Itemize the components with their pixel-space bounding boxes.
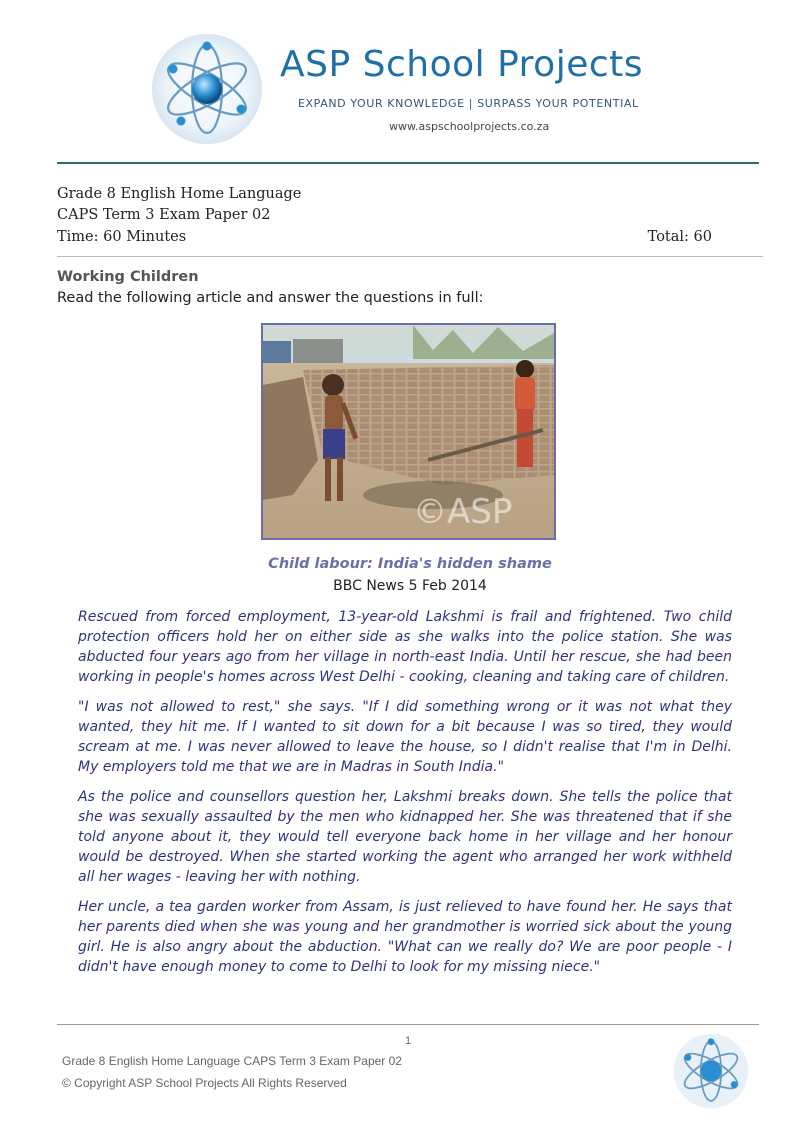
- exam-total: Total: 60: [647, 229, 712, 245]
- header-divider: [57, 162, 759, 164]
- page-header: [0, 0, 799, 170]
- exam-paper: CAPS Term 3 Exam Paper 02: [57, 207, 271, 223]
- article-paragraph: As the police and counsellors question her, Lakshmi breaks down. She tells the police that she was sexually assaulted by the men who kidnapped her. She was threatened that if she told anyone about it, they would tell everyone back home in her village and her honour would be destroyed. When she started working the agent who arranged her work withheld all her wages - leaving her with nothing.: [78, 789, 732, 885]
- brand-title: ASP School Projects: [280, 44, 644, 85]
- article-paragraph: Her uncle, a tea garden worker from Assam, is just relieved to have found her. He says that her parents died when she was young and her grandmother is worried sick about the young girl. He is also angry about the abduction. "What can we really do? We are poor people - I didn't have enough money to come to Delhi to look for my missing niece.": [78, 899, 732, 975]
- exam-time-total-row: [57, 229, 712, 245]
- article-headline: Child labour: India's hidden shame: [268, 556, 552, 572]
- article-body: [78, 607, 732, 987]
- section-title: Working Children: [57, 269, 199, 285]
- footer-paper-title: Grade 8 English Home Language CAPS Term 3 Exam Paper 02: [62, 1054, 402, 1068]
- footer-divider: [57, 1024, 759, 1025]
- article-paragraph: Rescued from forced employment, 13-year-old Lakshmi is frail and frightened. Two child protection officers hold her on either side as she walks into the police station. She was abducted four years ago from her village in north-east India. Until her rescue, she had been working in people's homes across West Delhi - cooking, cleaning and taking care of children.: [78, 609, 732, 685]
- article-source: BBC News 5 Feb 2014: [333, 578, 487, 594]
- exam-time: Time: 60 Minutes: [57, 229, 187, 245]
- section-instruction: Read the following article and answer the questions in full:: [57, 290, 484, 306]
- footer-atom-logo-icon: [673, 1033, 749, 1109]
- exam-subject: Grade 8 English Home Language: [57, 186, 302, 202]
- photo-watermark: ©ASP: [413, 492, 513, 532]
- article-photo: [261, 323, 556, 540]
- article-paragraph: "I was not allowed to rest," she says. "If I did something wrong or it was not what they wanted, they hit me. If I wanted to sit down for a bit because I was so tired, they would scream at me. I was never allowed to leave the house, so I didn't realise that I'm in Delhi. My employers told me that we are in Madras in South India.": [78, 699, 732, 775]
- brand-tagline: EXPAND YOUR KNOWLEDGE | SURPASS YOUR POTENTIAL: [298, 97, 639, 110]
- footer-copyright: © Copyright ASP School Projects All Rights Reserved: [62, 1076, 347, 1090]
- meta-divider: [57, 256, 763, 257]
- page-number: 1: [405, 1035, 412, 1047]
- atom-logo-icon: [151, 33, 263, 145]
- brand-url[interactable]: www.aspschoolprojects.co.za: [389, 120, 550, 133]
